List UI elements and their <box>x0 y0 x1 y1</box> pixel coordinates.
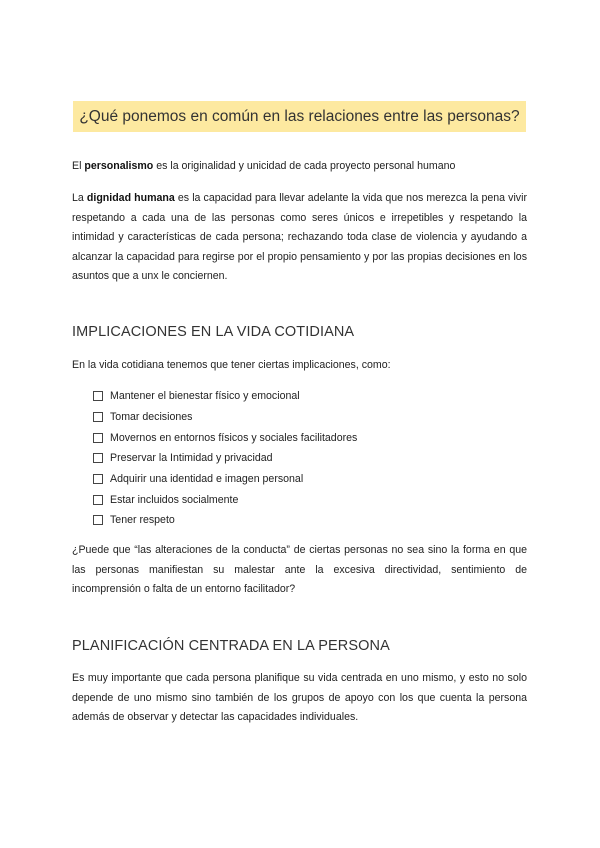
alteraciones-question: ¿Puede que “las alteraciones de la conducta” de ciertas personas no sea sino la forma en que las personas manifiestan su malestar ante la excesiva directividad, sentimiento de incomprensión o falta de un entorno facilitador? <box>72 544 527 596</box>
p2-rest: es la capacidad para llevar adelante la vida que nos merezca la pena vivir respetando a cada una de las personas como seres únicos e irrepetibles y respetando la intimidad y características de cada persona; rechazando toda clase de violencia y ayudando a alcanzar la capacidad para regirse por el propio pensamiento y por las propias decisiones en los asuntos que a unx le conciernen. <box>72 192 527 283</box>
list-item-label: Estar incluidos socialmente <box>110 493 239 506</box>
checkbox-icon <box>93 453 103 463</box>
checkbox-icon <box>93 412 103 422</box>
p2-prefix: La <box>72 192 87 204</box>
list-item-label: Adquirir una identidad e imagen personal <box>110 473 304 486</box>
list-item <box>93 510 357 531</box>
list-item <box>93 427 357 448</box>
list-item <box>93 448 357 469</box>
list-item <box>93 489 357 510</box>
list-item-label: Tener respeto <box>110 514 175 527</box>
personalismo-paragraph <box>72 157 527 177</box>
dignidad-paragraph <box>72 189 527 287</box>
list-item <box>93 386 357 407</box>
p1-prefix: El <box>72 160 85 172</box>
list-item-label: Mantener el bienestar físico y emocional <box>110 390 300 403</box>
implicaciones-heading: IMPLICACIONES EN LA VIDA COTIDIANA <box>72 324 355 340</box>
implicaciones-checklist <box>93 386 357 531</box>
checkbox-icon <box>93 433 103 443</box>
list-item-label: Preservar la Intimidad y privacidad <box>110 452 273 465</box>
p2-bold-term: dignidad humana <box>86 192 175 204</box>
checkbox-icon <box>93 391 103 401</box>
document-title-text: ¿Qué ponemos en común en las relaciones entre las personas? <box>79 107 520 125</box>
list-item-label: Tomar decisiones <box>110 411 193 424</box>
checkbox-icon <box>93 515 103 525</box>
document-title <box>73 101 526 132</box>
p1-rest: es la originalidad y unicidad de cada proyecto personal humano <box>153 160 456 172</box>
list-item <box>93 407 357 428</box>
planificacion-heading: PLANIFICACIÓN CENTRADA EN LA PERSONA <box>72 638 390 654</box>
list-item-label: Movernos en entornos físicos y sociales facilitadores <box>110 431 358 444</box>
list-item <box>93 469 357 490</box>
p1-bold-term: personalismo <box>84 160 154 172</box>
checkbox-icon <box>93 495 103 505</box>
planificacion-paragraph: Es muy importante que cada persona planifique su vida centrada en uno mismo, y esto no solo depende de uno mismo sino también de los grupos de apoyo con los que cuenta la persona además de observar y detectar las capacidades individuales. <box>72 672 527 724</box>
checkbox-icon <box>93 474 103 484</box>
implicaciones-intro: En la vida cotidiana tenemos que tener ciertas implicaciones, como: <box>72 359 391 371</box>
